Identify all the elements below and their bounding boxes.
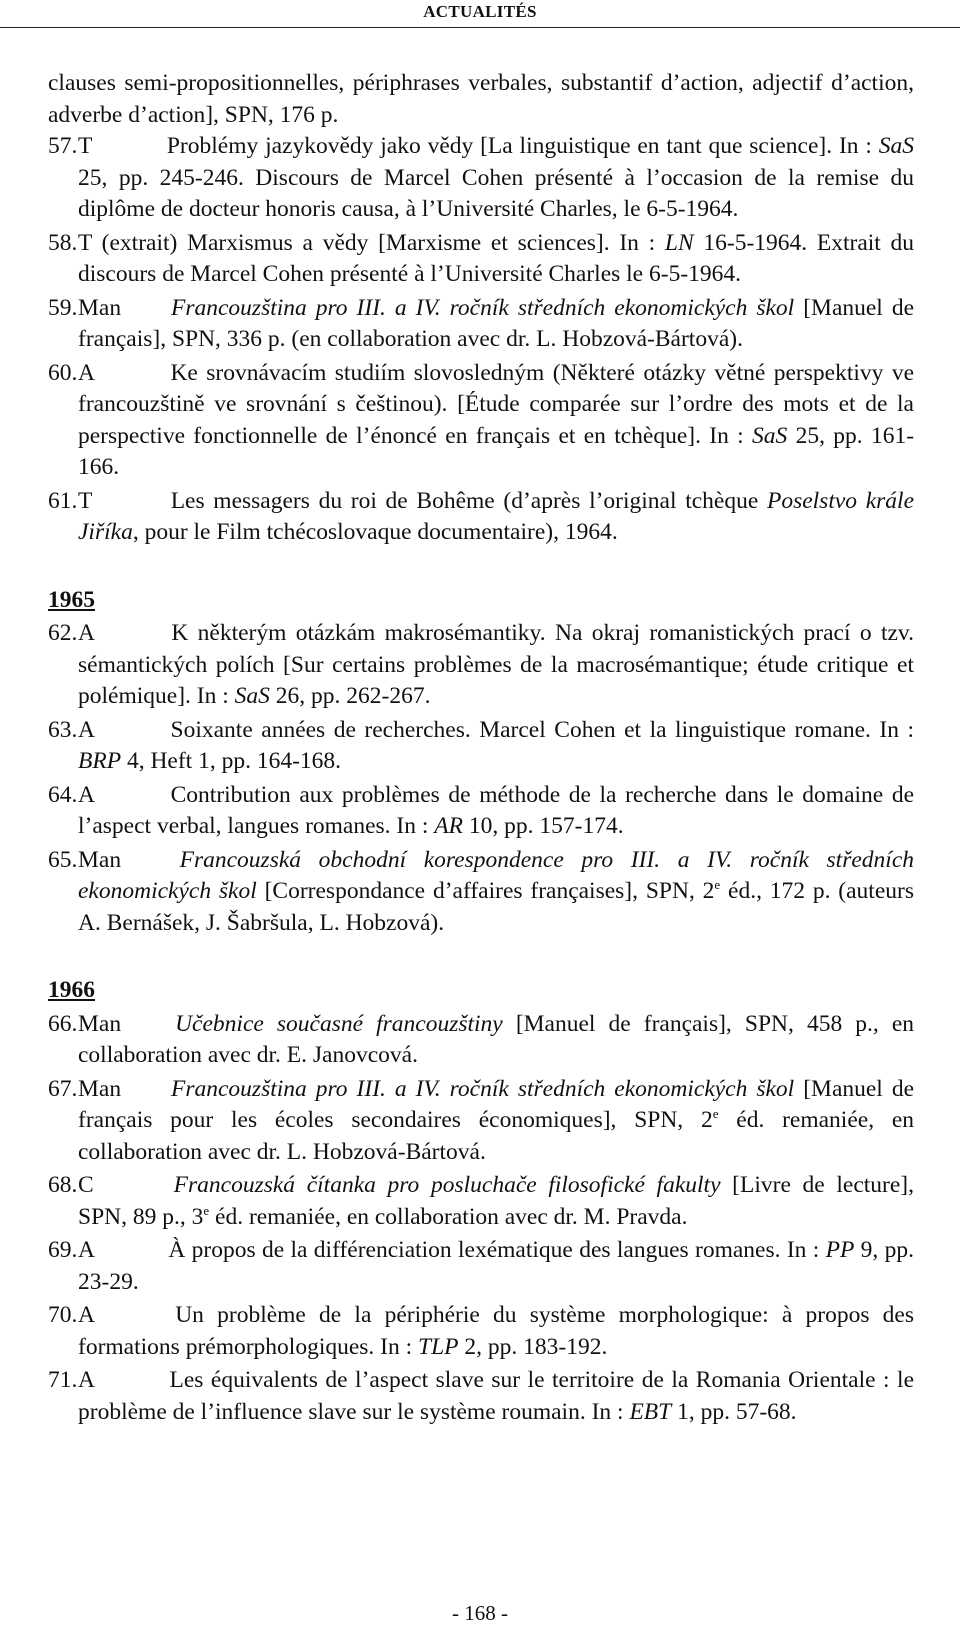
entry-number: 71.: [48, 1367, 78, 1393]
year-heading-1965: 1965: [48, 586, 95, 613]
bibliography-entry-71: [48, 1365, 914, 1428]
entry-text: K některým otázkám makrosémantiky. Na okraj romanistických prací o tzv. sémantických polích [Sur certains problèmes de la macrosémantique; étude critique et polémique]. In :: [78, 620, 914, 709]
bibliography-entry-61: [48, 486, 914, 549]
entry-type: A: [78, 1302, 95, 1328]
entry-text: Les équivalents de l’aspect slave sur le territoire de la Romania Orientale : le problème de l’influence slave sur le système roumain. In :: [78, 1367, 914, 1425]
journal-abbrev: LN: [664, 229, 694, 256]
entry-number: 66.: [48, 1010, 78, 1037]
edition-superscript: e: [712, 1106, 719, 1122]
entry-type: Man: [78, 1010, 122, 1037]
entry-number: 58.: [48, 229, 78, 256]
entry-text-rest: 4, Heft 1, pp. 164-168.: [126, 748, 342, 774]
bibliography-entry-69: [48, 1235, 914, 1298]
intro-continuation: clauses semi-propositionnelles, périphrases verbales, substantif d’action, adjectif d’action, adverbe d’action], SPN, 176 p.: [48, 70, 914, 128]
bibliography-entry-66: [48, 1009, 914, 1072]
bibliography-entry-58: [48, 228, 914, 291]
bibliography-entry-59: [48, 293, 914, 356]
entry-type: A: [78, 1237, 95, 1263]
entry-number: 67.: [48, 1075, 78, 1102]
entry-type: Man: [78, 846, 122, 873]
journal-abbrev: AR: [434, 813, 464, 839]
page-number: - 168 -: [452, 1601, 508, 1625]
entry-text-rest: , pour le Film tchécoslovaque documentaire), 1964.: [132, 519, 618, 545]
entry-text-rest: 25, pp. 161-166.: [78, 422, 915, 480]
edition-superscript: e: [203, 1202, 210, 1218]
entry-text: [Livre de lecture], SPN, 89 p., 3: [78, 1172, 914, 1230]
entry-type: A: [78, 781, 95, 808]
entry-number: 60.: [48, 359, 78, 386]
entry-text: À propos de la différenciation lexématique des langues romanes. In :: [168, 1237, 820, 1263]
year-heading-1966: 1966: [48, 977, 95, 1003]
entry-text: [Manuel de français pour les écoles secondaires économiques], SPN, 2: [78, 1075, 915, 1133]
book-title: Francouzština pro III. a IV. ročník středních ekonomických škol: [171, 1075, 795, 1102]
entry-text: Soixante années de recherches. Marcel Cohen et la linguistique romane. In :: [170, 716, 914, 743]
entry-text-rest: 2, pp. 183-192.: [464, 1333, 608, 1360]
running-header: ACTUALITÉS: [423, 2, 537, 21]
entry-number: 57.: [48, 133, 78, 159]
entry-number: 61.: [48, 487, 78, 514]
entry-text-rest: 25, pp. 245-246. Discours de Marcel Cohen présenté à l’occasion de la remise du diplôme de docteur honoris causa, à l’Université Charles, le 6-5-1964.: [78, 164, 914, 222]
bibliography-entry-67: [48, 1074, 914, 1169]
entry-text: [Correspondance d’affaires françaises], SPN, 2: [264, 878, 715, 904]
bibliography-entry-65: [48, 845, 914, 940]
entry-type: Man: [78, 294, 122, 321]
entry-type: T: [78, 487, 93, 514]
entry-text: Un problème de la périphérie du système morphologique: à propos des formations prémorphologiques. In :: [78, 1302, 915, 1360]
bibliography-entry-57: [48, 131, 914, 226]
entry-text-rest: 26, pp. 262-267.: [275, 683, 431, 709]
entry-text-rest: éd. remaniée, en collaboration avec dr. M. Pravda.: [215, 1203, 688, 1230]
entry-number: 64.: [48, 781, 78, 808]
entry-type: A: [78, 716, 95, 743]
bibliography-entry-60: [48, 358, 914, 484]
entry-type: A: [78, 359, 95, 386]
entry-text-rest: 10, pp. 157-174.: [468, 813, 624, 839]
entry-type: T: [78, 133, 93, 159]
book-title: Učebnice současné francouzštiny: [175, 1010, 503, 1037]
entry-text: Ke srovnávacím studiím slovosledným (Některé otázky větné perspektivy ve francouzštině ve srovnání s češtinou). [Étude comparée sur l’ordre des mots et de la perspective fonctionnelle de l’énoncé en français et en tchèque]. In :: [78, 359, 914, 449]
entry-text-rest: 9, pp. 23-29.: [78, 1237, 915, 1295]
bibliography-entry-64: [48, 780, 914, 843]
book-title: Francouzská obchodní korespondence pro III. a IV. ročník středních ekonomických škol: [78, 846, 914, 904]
entry-type: Man: [78, 1075, 122, 1102]
entry-number: 68.: [48, 1172, 78, 1198]
entry-text: Contribution aux problèmes de méthode de la recherche dans le domaine de l’aspect verbal, langues romanes. In :: [78, 781, 914, 839]
entry-text: [Manuel de français], SPN, 336 p. (en collaboration avec dr. L. Hobzová-Bártová).: [78, 294, 915, 352]
film-title: Poselstvo krále Jiříka: [78, 487, 915, 545]
entry-text-rest: éd., 172 p. (auteurs A. Bernášek, J. Šabršula, L. Hobzová).: [78, 878, 914, 936]
entry-text: Les messagers du roi de Bohême (d’après l’original tchèque: [170, 487, 759, 514]
entry-number: 62.: [48, 620, 78, 646]
edition-superscript: e: [714, 877, 721, 893]
entry-text-rest: 1, pp. 57-68.: [677, 1398, 797, 1425]
bibliography-entry-70: [48, 1300, 914, 1363]
entry-number: 70.: [48, 1302, 78, 1328]
book-title: Francouzština pro III. a IV. ročník středních ekonomických škol: [171, 294, 795, 321]
entry-text: Problémy jazykovědy jako vědy [La linguistique en tant que science]. In :: [166, 133, 872, 159]
journal-abbrev: PP: [825, 1237, 855, 1263]
entry-type: C: [78, 1172, 94, 1198]
entry-number: 59.: [48, 294, 78, 321]
header-rule: [0, 27, 960, 28]
entry-text-rest: éd. remaniée, en collaboration avec dr. L. Hobzová-Bártová.: [78, 1107, 915, 1165]
entry-text-rest: 16-5-1964. Extrait du discours de Marcel Cohen présenté à l’Université Charles le 6-5-1964.: [78, 229, 915, 287]
bibliography-entry-63: [48, 715, 914, 778]
bibliography-entry-68: [48, 1170, 914, 1233]
bibliography-body: [48, 68, 914, 1430]
entry-text: [Manuel de français], SPN, 458 p., en collaboration avec dr. E. Janovcová.: [78, 1010, 915, 1068]
entry-type: T: [78, 229, 92, 256]
entry-type: A: [78, 620, 95, 646]
journal-abbrev: SaS: [752, 422, 788, 449]
journal-abbrev: TLP: [418, 1333, 459, 1360]
entry-text: (extrait) Marxismus a vědy [Marxisme et sciences]. In :: [101, 229, 656, 256]
journal-abbrev: EBT: [629, 1398, 672, 1425]
book-title: Francouzská čítanka pro posluchače filosofické fakulty: [173, 1172, 721, 1198]
entry-number: 65.: [48, 846, 78, 873]
entry-number: 63.: [48, 716, 78, 743]
entry-type: A: [78, 1367, 95, 1393]
journal-abbrev: SaS: [878, 133, 915, 159]
journal-abbrev: SaS: [234, 683, 270, 709]
entry-number: 69.: [48, 1237, 78, 1263]
bibliography-entry-62: [48, 618, 914, 713]
journal-abbrev: BRP: [78, 748, 122, 774]
